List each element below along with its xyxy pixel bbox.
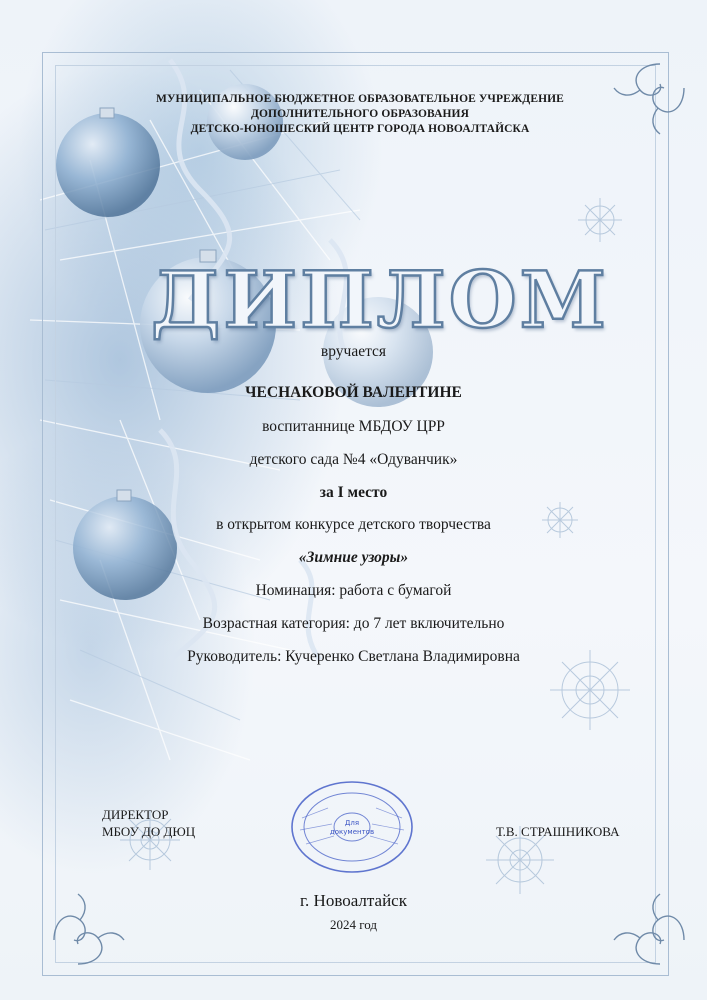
recipient-school: детского сада №4 «Одуванчик» [249, 451, 458, 468]
age-category: Возрастная категория: до 7 лет включительно [202, 615, 505, 632]
director-name: Т.В. СТРАШНИКОВА [496, 824, 620, 839]
city: г. Новоалтайск [299, 891, 407, 910]
diploma-title: ДИПЛОМ [151, 255, 609, 346]
director-title-line-2: МБОУ ДО ДЮЦ [102, 824, 196, 839]
contest-description: в открытом конкурсе детского творчества [216, 516, 491, 533]
official-stamp [288, 778, 416, 876]
director-title-line-1: ДИРЕКТОР [102, 807, 169, 822]
contest-name: «Зимние узоры» [298, 549, 409, 566]
corner-flourish-top-right [600, 58, 690, 148]
nomination: Номинация: работа с бумагой [255, 582, 452, 599]
stamp-center-line-2: документов [329, 828, 375, 836]
recipient-role: воспитаннице МБДОУ ЦРР [262, 418, 445, 435]
award-place: за I место [319, 484, 388, 501]
stamp-center-line-1: Для [344, 819, 360, 827]
year: 2024 год [330, 917, 377, 932]
awarded-text: вручается [320, 343, 387, 360]
director-title [102, 806, 195, 840]
header-line-1: МУНИЦИПАЛЬНОЕ БЮДЖЕТНОЕ ОБРАЗОВАТЕЛЬНОЕ УЧРЕЖДЕНИЕ [156, 93, 564, 105]
header-line-2: ДОПОЛНИТЕЛЬНОГО ОБРАЗОВАНИЯ [250, 108, 470, 120]
recipient-name: ЧЕСНАКОВОЙ ВАЛЕНТИНЕ [245, 384, 462, 401]
institution-header [110, 92, 610, 137]
supervisor: Руководитель: Кучеренко Светлана Владимировна [187, 648, 520, 665]
header-line-3: ДЕТСКО-ЮНОШЕСКИЙ ЦЕНТР ГОРОДА НОВОАЛТАЙСКА [190, 123, 530, 135]
